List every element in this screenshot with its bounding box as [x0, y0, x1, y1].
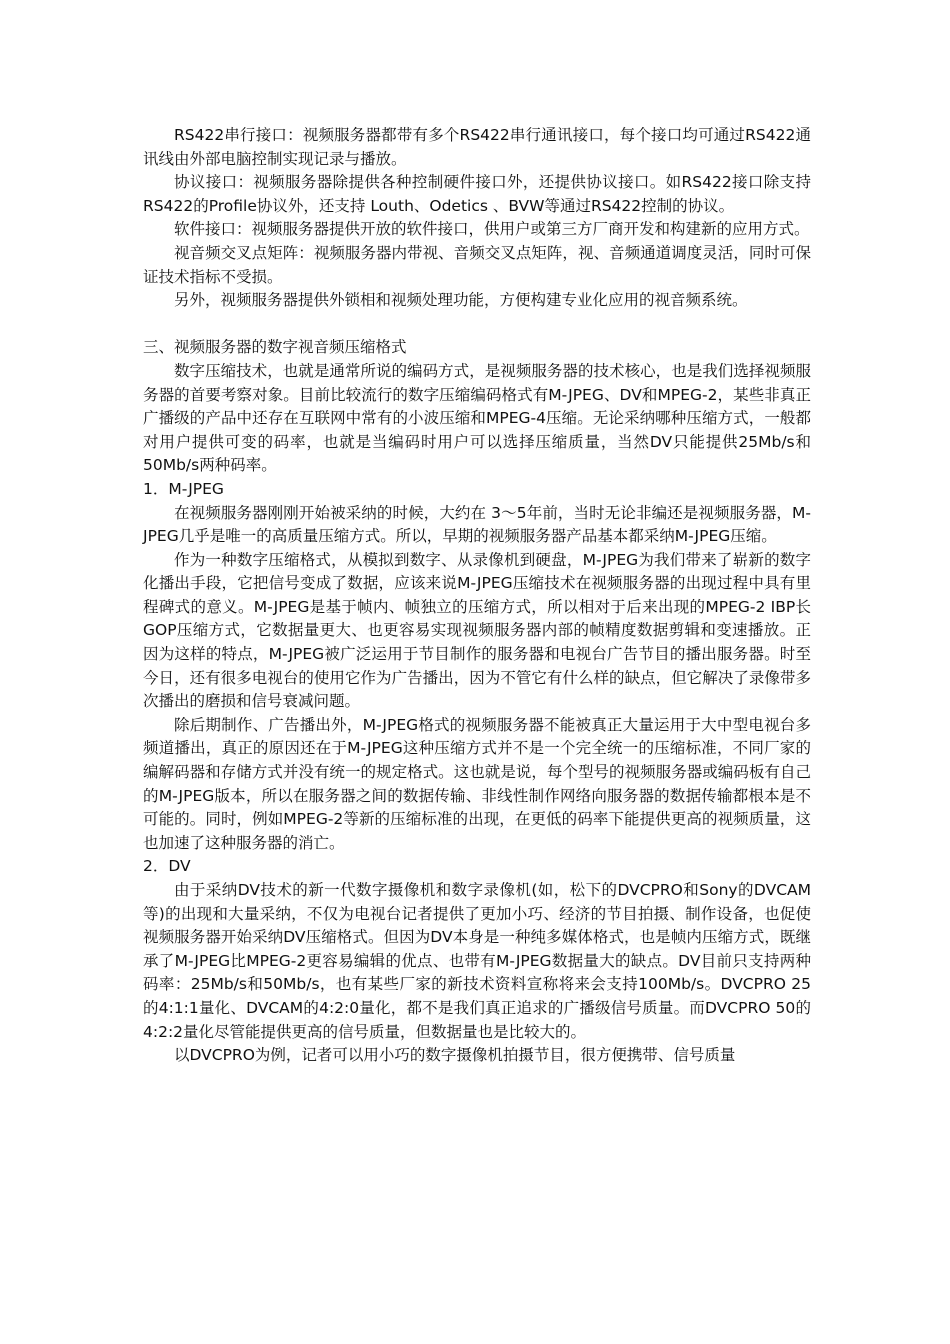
section-heading: 三、视频服务器的数字视音频压缩格式	[143, 338, 407, 357]
paragraph-rs422-serial: RS422串行接口：视频服务器都带有多个RS422串行通讯接口，每个接口均可通过RS422通讯线由外部电脑控制实现记录与播放。	[143, 126, 811, 168]
paragraph-crosspoint-matrix: 视音频交叉点矩阵：视频服务器内带视、音频交叉点矩阵，视、音频通道调度灵活，同时可保证技术指标不受损。	[143, 243, 811, 286]
document-body	[143, 124, 811, 1068]
paragraph-compression-intro: 数字压缩技术，也就是通常所说的编码方式，是视频服务器的技术核心，也是我们选择视频服务器的首要考察对象。目前比较流行的数字压缩编码格式有M-JPEG、DV和MPEG-2，某些非真正广播级的产品中还存在互联网中常有的小波压缩和MPEG-4压缩。无论采纳哪种压缩方式，一般都对用户提供可变的码率，也就是当编码时用户可以选择压缩质量，当然DV只能提供25Mb/s和50Mb/s两种码率。	[143, 361, 811, 475]
paragraph-software-interface: 软件接口：视频服务器提供开放的软件接口，供用户或第三方厂商开发和构建新的应用方式。	[174, 220, 810, 239]
paragraph-dvcpro-example: 以DVCPRO为例，记者可以用小巧的数字摄像机拍摄节目，很方便携带、信号质量	[174, 1046, 736, 1065]
subheading-mjpeg: 1．M-JPEG	[143, 479, 224, 498]
paragraph-dv-overview: 由于采纳DV技术的新一代数字摄像机和数字录像机(如，松下的DVCPRO和Sony的DVCAM等)的出现和大量采纳，不仅为电视台记者提供了更加小巧、经济的节目拍摄、制作设备，也促使视频服务器开始采纳DV压缩格式。但因为DV本身是一种纯多媒体格式，也是帧内压缩方式，既继承了M-JPEG比MPEG-2更容易编辑的优点、也带有M-JPEG数据量大的缺点。DV目前只支持两种码率：25Mb/s和50Mb/s，也有某些厂家的新技术资料宣称将来会支持100Mb/s。DVCPRO 25的4:1:1量化、DVCAM的4:2:0量化，都不是我们真正追求的广播级信号质量。而DVCPRO 50的4:2:2量化尽管能提供更高的信号质量，但数据量也是比较大的。	[143, 881, 811, 1041]
subheading-dv: 2．DV	[143, 857, 191, 876]
paragraph-genlock: 另外，视频服务器提供外锁相和视频处理功能，方便构建专业化应用的视音频系统。	[174, 291, 748, 310]
paragraph-mjpeg-limitations: 除后期制作、广告播出外，M-JPEG格式的视频服务器不能被真正大量运用于大中型电视台多频道播出，真正的原因还在于M-JPEG这种压缩方式并不是一个完全统一的压缩标准，不同厂家的编解码器和存储方式并没有统一的规定格式。这也就是说，每个型号的视频服务器或编码板有自己的M-JPEG版本，所以在服务器之间的数据传输、非线性制作网络向服务器的数据传输都根本是不可能的。同时，例如MPEG-2等新的压缩标准的出现，在更低的码率下能提供更高的视频质量，这也加速了这种服务器的消亡。	[143, 715, 811, 852]
paragraph-mjpeg-significance: 作为一种数字压缩格式，从模拟到数字、从录像机到硬盘，M-JPEG为我们带来了崭新的数字化播出手段，它把信号变成了数据，应该来说M-JPEG压缩技术在视频服务器的出现过程中具有里程碑式的意义。M-JPEG是基于帧内、帧独立的压缩方式，所以相对于后来出现的MPEG-2 IBP长GOP压缩方式，它数据量更大、也更容易实现视频服务器内部的帧精度数据剪辑和变速播放。正因为这样的特点，M-JPEG被广泛运用于节目制作的服务器和电视台广告节目的播出服务器。时至今日，还有很多电视台的使用它作为广告播出，因为不管它有什么样的缺点，但它解决了录像带多次播出的磨损和信号衰减问题。	[143, 550, 811, 711]
section-spacer	[143, 313, 811, 337]
paragraph-mjpeg-history: 在视频服务器刚刚开始被采纳的时候，大约在 3～5年前，当时无论非编还是视频服务器，M-JPEG几乎是唯一的高质量压缩方式。所以，早期的视频服务器产品基本都采纳M-JPEG压缩。	[143, 503, 811, 546]
paragraph-protocol-interface: 协议接口：视频服务器除提供各种控制硬件接口外，还提供协议接口。如RS422接口除支持RS422的Profile协议外，还支持 Louth、Odetics 、BVW等通过RS422控制的协议。	[143, 173, 811, 215]
